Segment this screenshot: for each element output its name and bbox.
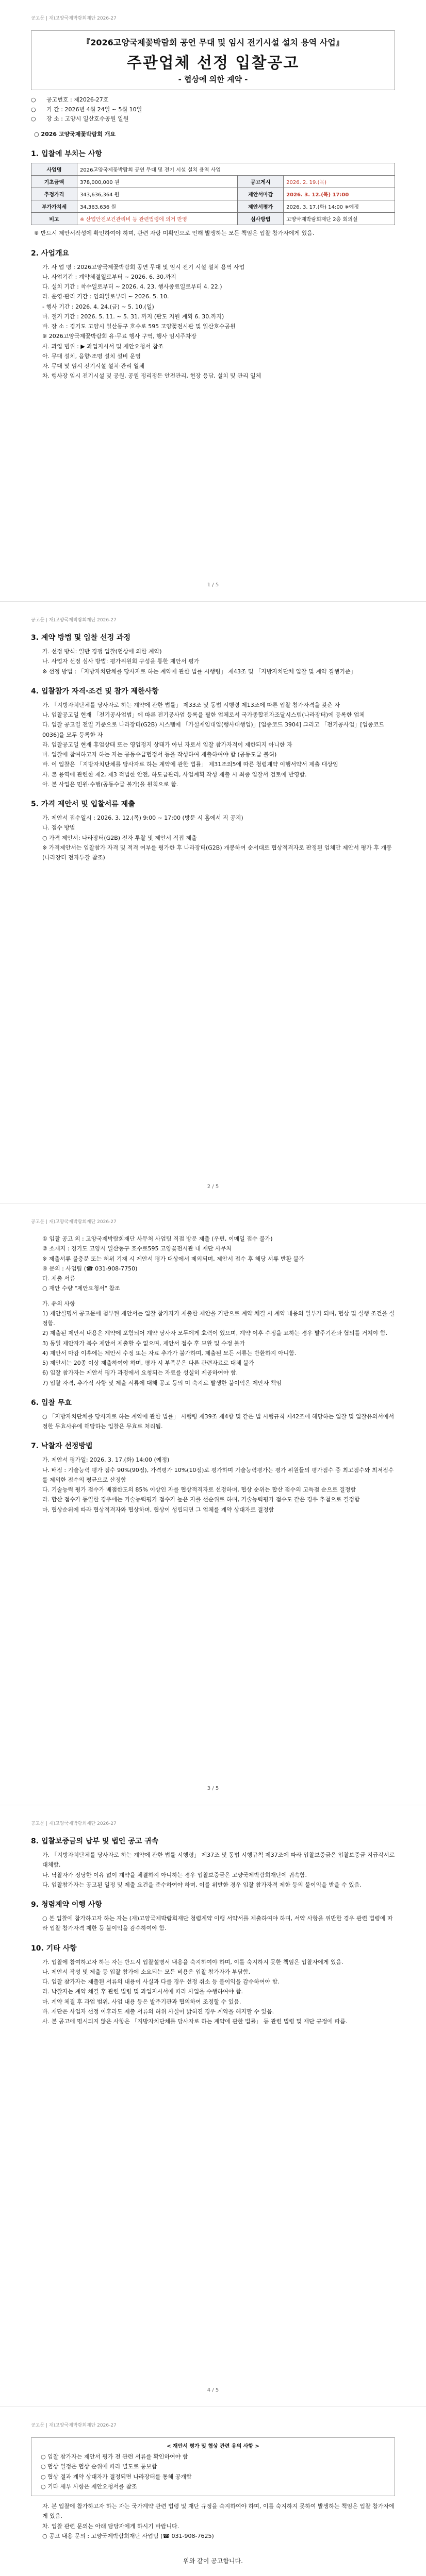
table-cell: 378,000,000 원 xyxy=(77,176,238,188)
list-item: 다. 기술능력 평가 점수가 배점한도의 85% 이상인 자를 협상적격자로 선정하며, 협상 순위는 합산 점수의 고득점 순으로 결정함 xyxy=(42,1486,356,1493)
list-item: ① 입찰 공고 외 : 고양국제박람회재단 사무처 사업팀 직접 방문 제출 (우편, 이메일 접수 불가) xyxy=(42,1235,273,1242)
table-header: 심사방법 xyxy=(238,213,284,225)
notice-title: 주관업체 선정 입찰공고 xyxy=(126,54,300,72)
list-item: 5) 제안서는 20종 이상 제출하여야 하며, 평가 시 부족분은 다른 관련자료로 대체 불가 xyxy=(42,1360,254,1366)
section-2-list xyxy=(31,262,395,381)
list-item: 가. 「지방자치단체를 당사자로 하는 계약에 관한 법률 시행령」 제37조 및 동법 시행규칙 제37조에 따라 입찰보증금은 입찰보증금 지급각서로 대체함. xyxy=(42,1852,395,1869)
page-5 xyxy=(0,2407,426,2576)
list-item: 나. 접수 방법 xyxy=(42,824,75,832)
meta-value: 공고번호 : 제2026-27호 xyxy=(46,96,109,103)
list-item: 마. 철거 기간 : 2026. 5. 11. ~ 5. 31. 까지 (판도 지원 계획 6. 30.까지) xyxy=(42,313,224,320)
list-item: 사. 본 공고에 명시되지 않은 사항은 「지방자치단체를 당사자로 하는 계약에 관한 법률」 등 관련 법령 및 재단 규정에 따름. xyxy=(42,2018,348,2025)
section-4-list xyxy=(31,700,395,789)
list-item: 나. 사업기간 : 계약체결일로부터 ~ 2026. 6. 30.까지 xyxy=(42,273,176,280)
list-item: 가. 선정 방식: 일반 경쟁 입찰(협상에 의한 계약) xyxy=(42,648,162,655)
list-item: 2) 제출된 제안서 내용은 계약에 포함되어 계약 당사자 모두에게 효력이 있으며, 계약 이후 수정을 요하는 경우 발주기관과 협의를 거쳐야 함. xyxy=(42,1330,388,1337)
list-item: 6) 입찰 참가자는 제안서 평가 과정에서 요청되는 자료를 성실히 제공하여야 함. xyxy=(42,1369,238,1377)
list-item: 4) 제안서 마감 이후에는 제안서 수정 또는 자료 추가가 불가하며, 제출된 모든 서류는 반환하지 아니함. xyxy=(42,1349,297,1357)
table-header: 추정가격 xyxy=(31,188,77,200)
list-item: 나. 낙찰자가 정당한 이유 없이 계약을 체결하지 아니하는 경우 입찰보증금은 고양국제박람회재단에 귀속함. xyxy=(42,1871,307,1878)
closing-text: 위와 같이 공고합니다. xyxy=(183,2557,243,2565)
list-item: 마. 입찰에 참여하고자 하는 자는 공동수급협정서 등을 작성하여 제출하여야 함 (공동도급 불허) xyxy=(42,751,277,758)
meta-value: 기 간 : 2026년 4월 24일 ~ 5월 10일 xyxy=(46,106,142,113)
list-item: ○ 가격 제안서: 나라장터(G2B) 전자 투찰 및 제안서 직접 제출 xyxy=(42,834,197,841)
list-item: 바. 장 소 : 경기도 고양시 일산동구 호수로 595 고양꽃전시관 및 일산호수공원 xyxy=(42,323,236,330)
table-cell: 34,363,636 원 xyxy=(77,200,238,213)
page-number: 3 / 5 xyxy=(207,1786,219,1791)
contract-type: - 협상에 의한 계약 - xyxy=(178,75,248,84)
list-item: 자. 본 입찰에 참가하고자 하는 자는 국가계약 관련 법령 및 재단 규정을 숙지하여야 하며, 이를 숙지하지 못하여 발생하는 책임은 입찰 참가자에게 있음. xyxy=(42,2503,395,2520)
section-7-list xyxy=(31,1455,395,1515)
table-cell: 2026고양국제꽃박람회 공연 무대 및 전기 시설 설치 용역 사업 xyxy=(77,163,395,176)
page-number: 4 / 5 xyxy=(207,2387,219,2393)
signature-block xyxy=(31,2556,395,2576)
section-2-title: 2. 사업개요 xyxy=(31,249,70,258)
list-item: ※ 2026고양국제꽃박람회 유·무료 행사 구역, 행사 임시주차장 xyxy=(42,333,196,340)
list-item: ※ 선정 방법 : 「지방자치단체를 당사자로 하는 계약에 관한 법률 시행령」 제43조 및 「지방자치단체 입찰 및 계약 집행기준」 xyxy=(42,668,356,675)
bullet-icon: ○ xyxy=(31,106,36,113)
list-item: 자. 무대 및 임시 전기시설 설치·관리 일체 xyxy=(42,363,144,370)
list-item: 가. 입찰에 참여하고자 하는 자는 반드시 입찰설명서 내용을 숙지하여야 하며, 이를 숙지하지 못한 책임은 입찰자에게 있음. xyxy=(42,1958,343,1965)
list-item: 다. 입찰 참가자는 제출된 서류의 내용이 사실과 다를 경우 선정 취소 등 불이익을 감수하여야 함. xyxy=(42,1978,280,1985)
list-item: 아. 무대 설치, 음향·조명 설치 설비 운영 xyxy=(42,352,141,360)
list-item: 가. 유의 사항 xyxy=(42,1300,75,1307)
list-item: ○ 재안 수량 "제안요청서" 참조 xyxy=(42,1285,120,1292)
notice-box-title: < 재안서 평가 및 협상 관련 유의 사항 > xyxy=(167,2444,259,2449)
list-item: ② 소재지 : 경기도 고양시 일산동구 호수로595 고양꽃전시관 내 재단 사무처 xyxy=(42,1245,232,1252)
list-item: 나. 배점 : 기술능력 평가 점수 90%(90점), 가격평가 10%(10점)로 평가하며 기술능력평가는 평가 위원들의 평가점수 중 최고점수와 최저점수를 제외한 점수의 평균으로 산정함 xyxy=(42,1466,394,1483)
bullet-icon: ○ xyxy=(31,115,36,123)
table-cell: 고양국제박람회재단 2층 회의실 xyxy=(284,213,395,225)
table-header: 기초금액 xyxy=(31,176,77,188)
list-item: 3) 동일 제안자가 복수 제안서 제출할 수 없으며, 제안서 접수 후 보완 및 수정 불가 xyxy=(42,1340,245,1347)
list-item: 마. 계약 체결 후 과업 범위, 사업 내용 등은 발주기관과 협의하여 조정할 수 있음. xyxy=(42,1998,241,2005)
section-4-title: 4. 입찰참가 자격·조건 및 참가 제한사항 xyxy=(31,687,159,696)
table-header: 부가가치세 xyxy=(31,200,77,213)
list-item: 바. 재단은 사업자 선정 이후라도 제출 서류의 허위 사실이 밝혀진 경우 계약을 해지할 수 있음. xyxy=(42,2008,274,2015)
list-item: 나. 사업자 선정 심사 방법: 평가위원회 구성을 통한 제안서 평가 xyxy=(42,658,200,665)
section-9-list xyxy=(31,1913,395,1934)
bullet-icon: ○ xyxy=(31,96,36,103)
list-item: 아. 본 사업은 민원·수행(공동수급 불가)을 원칙으로 함. xyxy=(42,781,178,788)
meta-row xyxy=(31,105,395,115)
page-4 xyxy=(0,1805,426,2407)
submission-list xyxy=(31,1234,395,1294)
list-item: 라. 운영·관리 기간 : 임의일로부터 ~ 2026. 5. 10. xyxy=(42,293,169,300)
page-header: 공고문 | 재)고양국제박람회재단 2026-27 xyxy=(31,2423,117,2428)
page-3 xyxy=(0,1204,426,1805)
section-5-list xyxy=(31,813,395,862)
section-1-title: 1. 입찰에 부치는 사항 xyxy=(31,150,102,159)
section-8-list xyxy=(31,1850,395,1890)
list-item: 다. 설치 기간 : 착수일로부터 ~ 2026. 4. 23. 행사종료일로부터 4. 22.) xyxy=(42,283,222,291)
table-header: 제안서평가 xyxy=(238,200,284,213)
list-item: ④ 문의 : 사업팀 (☎ 031-908-7750) xyxy=(42,1265,138,1272)
notice-box xyxy=(31,2437,395,2496)
list-item: 사. 과업 범위 : ▶ 과업지시서 및 제안요청서 참조 xyxy=(42,343,163,350)
bid-info-table xyxy=(31,163,395,225)
section-10-title: 10. 기타 사항 xyxy=(31,1944,77,1953)
page-header: 공고문 | 재)고양국제박람회재단 2026-27 xyxy=(31,1821,117,1826)
list-item: 사. 본 용역에 관련한 제2, 제3 적법한 안전, 하도급관리, 사업계획 작성 제출 시 최종 입찰서 검토에 반영함. xyxy=(42,771,307,778)
section-3-title: 3. 계약 방법 및 입찰 선정 과정 xyxy=(31,634,131,642)
table-header: 제안서마감 xyxy=(238,188,284,200)
project-title: 『2026고양국제꽃박람회 공연 무대 및 임시 전기시설 설치 용역 사업』 xyxy=(82,38,344,47)
list-item: ○ 협상 결과 계약 상대자가 결정되면 나라장터를 통해 공개함 xyxy=(41,2473,192,2480)
page-header: 공고문 | 재)고양국제박람회재단 2026-27 xyxy=(31,16,117,21)
section-9-title: 9. 청렴계약 이행 사항 xyxy=(31,1901,102,1909)
list-item: 나. 제안서 작성 및 제출 등 입찰 참가에 소요되는 모든 비용은 입찰 참가자가 부담함. xyxy=(42,1968,251,1975)
list-item: ○ 입찰 참가자는 제안서 평가 전 관련 서류를 확인하여야 함 xyxy=(41,2453,188,2460)
page-number: 2 / 5 xyxy=(207,1184,219,1190)
list-item: ※ 가격제안서는 입찰참가 자격 및 적격 여부를 평가한 후 나라장터(G2B) 개봉하여 순서대로 협상적격자로 판정된 업체만 제안서 평가 후 개봉 (나라장터 전자투찰 참조) xyxy=(42,844,392,861)
meta-row xyxy=(31,114,395,124)
list-item: 가. 제안서 접수일시 : 2026. 3. 12.(목) 9:00 ~ 17:00 (방문 시 홈에서 직 공지) xyxy=(42,815,243,821)
page-1 xyxy=(0,0,426,602)
section-7-title: 7. 낙찰자 선정방법 xyxy=(31,1442,93,1451)
list-item: ※ 제출서류 불충분 또는 허위 기재 시 제안서 평가 대상에서 제외되며, 제안서 접수 후 해당 서류 반환 불가 xyxy=(42,1255,304,1262)
section-5-title: 5. 가격 제안서 및 입찰서류 제출 xyxy=(31,800,135,808)
list-item: 다. 입찰 공고일 전일 기준으로 나라장터(G2B) 시스템에 「가설재임대업(행사대행업)」[업종코드 3904] 그리고 「전기공사업」[업종코드 0036]을 모두 등록한 자 xyxy=(42,721,384,738)
list-item: 차. 행사장 임시 전기시설 및 공원, 공원 정리정돈 안전관리, 현장 응답, 설치 및 관리 일체 xyxy=(42,372,261,380)
section-8-title: 8. 입찰보증금의 납부 및 법인 공고 귀속 xyxy=(31,1837,159,1845)
meta-row xyxy=(31,95,395,105)
table-cell: 2026. 3. 12.(목) 17:00 xyxy=(284,188,395,200)
table-cell: 343,636,364 원 xyxy=(77,188,238,200)
table-header: 공고게시 xyxy=(238,176,284,188)
list-item: - 행사 기간 : 2026. 4. 24.(금) ~ 5. 10.(일) xyxy=(42,303,154,310)
section-6-list xyxy=(31,1412,395,1432)
list-item: 라. 낙찰자는 계약 체결 후 관련 법령 및 과업지시서에 따라 사업을 수행하여야 함. xyxy=(42,1988,243,1995)
list-item: 7) 입찰 자격, 추가적 사항 및 제출 서류에 대해 공고 등의 미 숙지로 발생한 불이익은 제안자 책임 xyxy=(42,1379,282,1386)
page-2 xyxy=(0,602,426,1204)
event-overview: ○ 2026 고양국제꽃박람회 개요 xyxy=(34,131,116,138)
list-item: 차. 입찰 관련 문의는 아래 담당자에게 하시기 바랍니다. xyxy=(42,2522,179,2530)
list-item: 가. 사 업 명 : 2026고양국제꽃박람회 공연 무대 및 임시 전기 시설 설치 용역 사업 xyxy=(42,263,245,270)
notice-meta xyxy=(31,95,395,124)
page-number: 1 / 5 xyxy=(207,582,219,588)
section-1-note: ※ 반드시 제안서작성에 확인하여야 하며, 관련 자랑 미확인으로 인해 발생하는 모든 책임은 입찰 참가자에게 있음. xyxy=(34,230,315,237)
list-item: ○ 본 입찰에 참가하고자 하는 자는 (재)고양국제박람회재단 청렴계약 이행 서약서를 제출하여야 하며, 서약 사항을 위반한 경우 관련 법령에 따라 입찰 참가자격 제한 등 불이익을 감수하여야 함. xyxy=(42,1915,393,1932)
table-cell: 2026. 3. 17.(화) 14:00 ※예정 xyxy=(284,200,395,213)
precautions-list xyxy=(31,1299,395,1388)
list-item: 나. 입찰공고일 현재 「전기공사업법」에 따른 전기공사업 등록을 필한 업체로서 국가종합전자조달시스템(나라장터)에 등록한 업체 xyxy=(42,711,365,718)
list-item: 1) 제안설명서 공고문에 첨부된 제안서는 입찰 참가자가 제출한 제안을 기반으로 계약 체결 시 계약 내용의 일부가 되며, 협상 및 실행 조건을 설정함. xyxy=(42,1310,395,1327)
page-header: 공고문 | 재)고양국제박람회재단 2026-27 xyxy=(31,1219,117,1225)
page-header: 공고문 | 재)고양국제박람회재단 2026-27 xyxy=(31,618,117,623)
list-item: ○ 「지방자치단체를 당사자로 하는 계약에 관한 법률」 시행령 제39조 제4항 및 같은 법 시행규칙 제42조에 해당하는 입찰 및 입찰유의서에서 정한 무효사유에 해당하는 입찰은 무효로 처리됨. xyxy=(42,1413,395,1430)
list-item: 가. 「지방자치단체를 당사자로 하는 계약에 관한 법률」 제33조 및 동법 시행령 제13조에 따른 입찰 참가자격을 갖춘 자 xyxy=(42,701,340,708)
closing-list xyxy=(31,2501,395,2541)
list-item: 라. 합산 점수가 동일한 경우에는 기술능력평가 점수가 높은 자를 선순위로 하며, 기술능력평가 점수도 같은 경우 추첨으로 결정함 xyxy=(42,1496,360,1503)
section-6-title: 6. 입찰 무효 xyxy=(31,1398,72,1407)
list-item: 다. 입찰참가자는 공고된 일정 및 제출 요건을 준수하여야 하며, 이를 위반한 경우 입찰 참가자격 제한 등의 불이익을 받을 수 있음. xyxy=(42,1881,362,1888)
list-item: 바. 이 입찰은 「지방자치단체를 당사자로 하는 계약에 관한 법률」 제31조의5에 따른 청렴계약 이행서약서 제출 대상임 xyxy=(42,761,338,768)
table-cell: 2026. 2. 19.(목) xyxy=(284,176,395,188)
section-10-list xyxy=(31,1957,395,2027)
section-3-list xyxy=(31,647,395,676)
list-item: ○ 공고 내용 문의 : 고양국제박람회재단 사업팀 (☎ 031-908-7625) xyxy=(42,2532,214,2539)
list-item: 마. 협상순위에 따라 협상적격자와 협상하며, 협상이 성립되면 그 업체를 계약 상대자로 결정함 xyxy=(42,1506,274,1513)
table-header: 비고 xyxy=(31,213,77,225)
notice-box-list xyxy=(38,2452,388,2492)
list-item: ○ 기타 세부 사항은 제안요청서를 참조 xyxy=(41,2483,137,2490)
list-item: 라. 입찰공고일 현재 휴업상태 또는 영업정지 상태가 아닌 자로서 입찰 참가자격이 제한되지 아니한 자 xyxy=(42,741,292,748)
title-box xyxy=(31,30,395,90)
list-item: 가. 제안서 평가일: 2026. 3. 17.(화) 14:00 (예정) xyxy=(42,1456,170,1464)
list-item: ○ 협상 일정은 협상 순위에 따라 별도로 통보함 xyxy=(41,2463,157,2470)
table-header: 사업명 xyxy=(31,163,77,176)
table-cell: ※ 산업안전보건관리비 등 관련법령에 의거 반영 xyxy=(77,213,238,225)
meta-value: 장 소 : 고양시 일산호수공원 일원 xyxy=(46,115,129,123)
list-item: 다. 제출 서류 xyxy=(42,1275,75,1282)
